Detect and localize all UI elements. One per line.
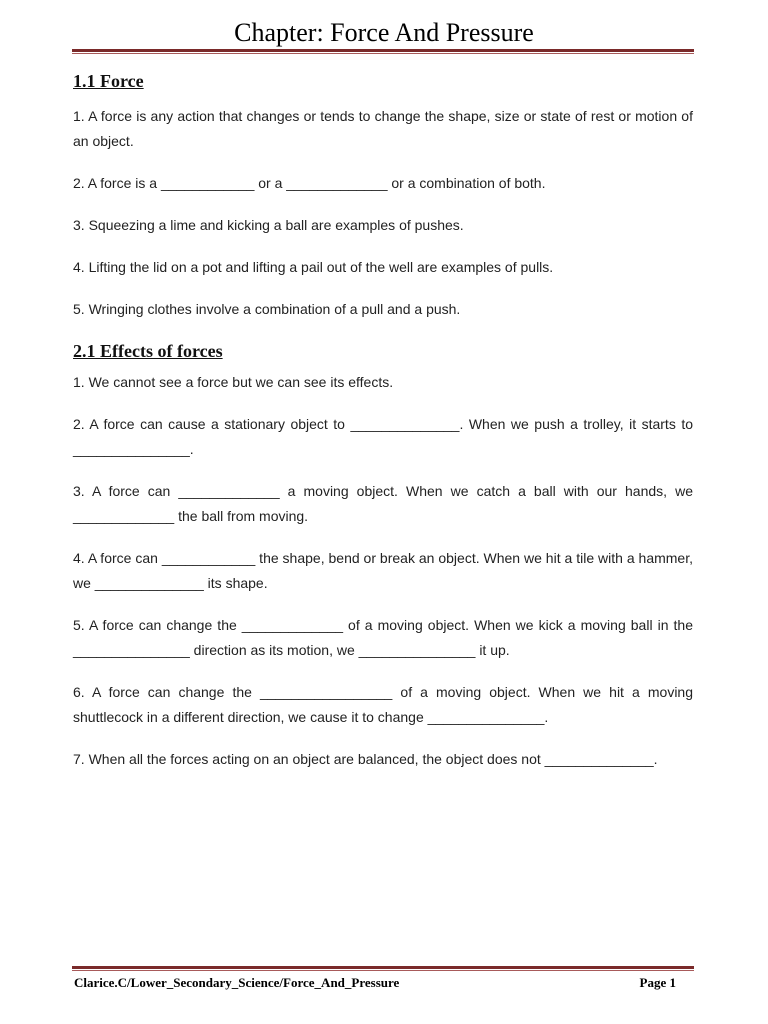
paragraph: 2. A force is a ____________ or a _____________ or a combination of both. <box>73 175 546 191</box>
paragraph: 5. Wringing clothes involve a combination of a pull and a push. <box>73 301 461 317</box>
paragraph: 7. When all the forces acting on an object are balanced, the object does not ______________. <box>73 751 658 767</box>
paragraph: 4. A force can ____________ the shape, bend or break an object. When we hit a tile with a hammer, we ______________ its shape. <box>73 550 693 591</box>
header-rule <box>72 49 694 54</box>
section-heading-effects: 2.1 Effects of forces <box>73 341 223 361</box>
section-heading-force: 1.1 Force <box>73 71 144 91</box>
paragraph: 3. Squeezing a lime and kicking a ball are examples of pushes. <box>73 217 464 233</box>
page-title: Chapter: Force And Pressure <box>234 18 534 47</box>
paragraph: 2. A force can cause a stationary object to ______________. When we push a trolley, it starts to _______________. <box>73 416 693 457</box>
footer-rule <box>72 966 694 971</box>
footer-path: Clarice.C/Lower_Secondary_Science/Force_And_Pressure <box>74 975 400 990</box>
paragraph: 4. Lifting the lid on a pot and lifting a pail out of the well are examples of pulls. <box>73 259 554 275</box>
paragraph: 1. A force is any action that changes or tends to change the shape, size or state of rest or motion of an object. <box>73 108 693 149</box>
paragraph: 5. A force can change the _____________ of a moving object. When we kick a moving ball in the _______________ direction as its motion, we _______________ it up. <box>73 617 693 658</box>
page-number: Page 1 <box>639 975 676 990</box>
document-body <box>73 68 693 772</box>
paragraph: 6. A force can change the _________________ of a moving object. When we hit a moving shuttlecock in a different direction, we cause it to change _______________. <box>73 684 693 725</box>
paragraph: 1. We cannot see a force but we can see its effects. <box>73 374 394 390</box>
paragraph: 3. A force can _____________ a moving object. When we catch a ball with our hands, we _____________ the ball from moving. <box>73 483 693 524</box>
